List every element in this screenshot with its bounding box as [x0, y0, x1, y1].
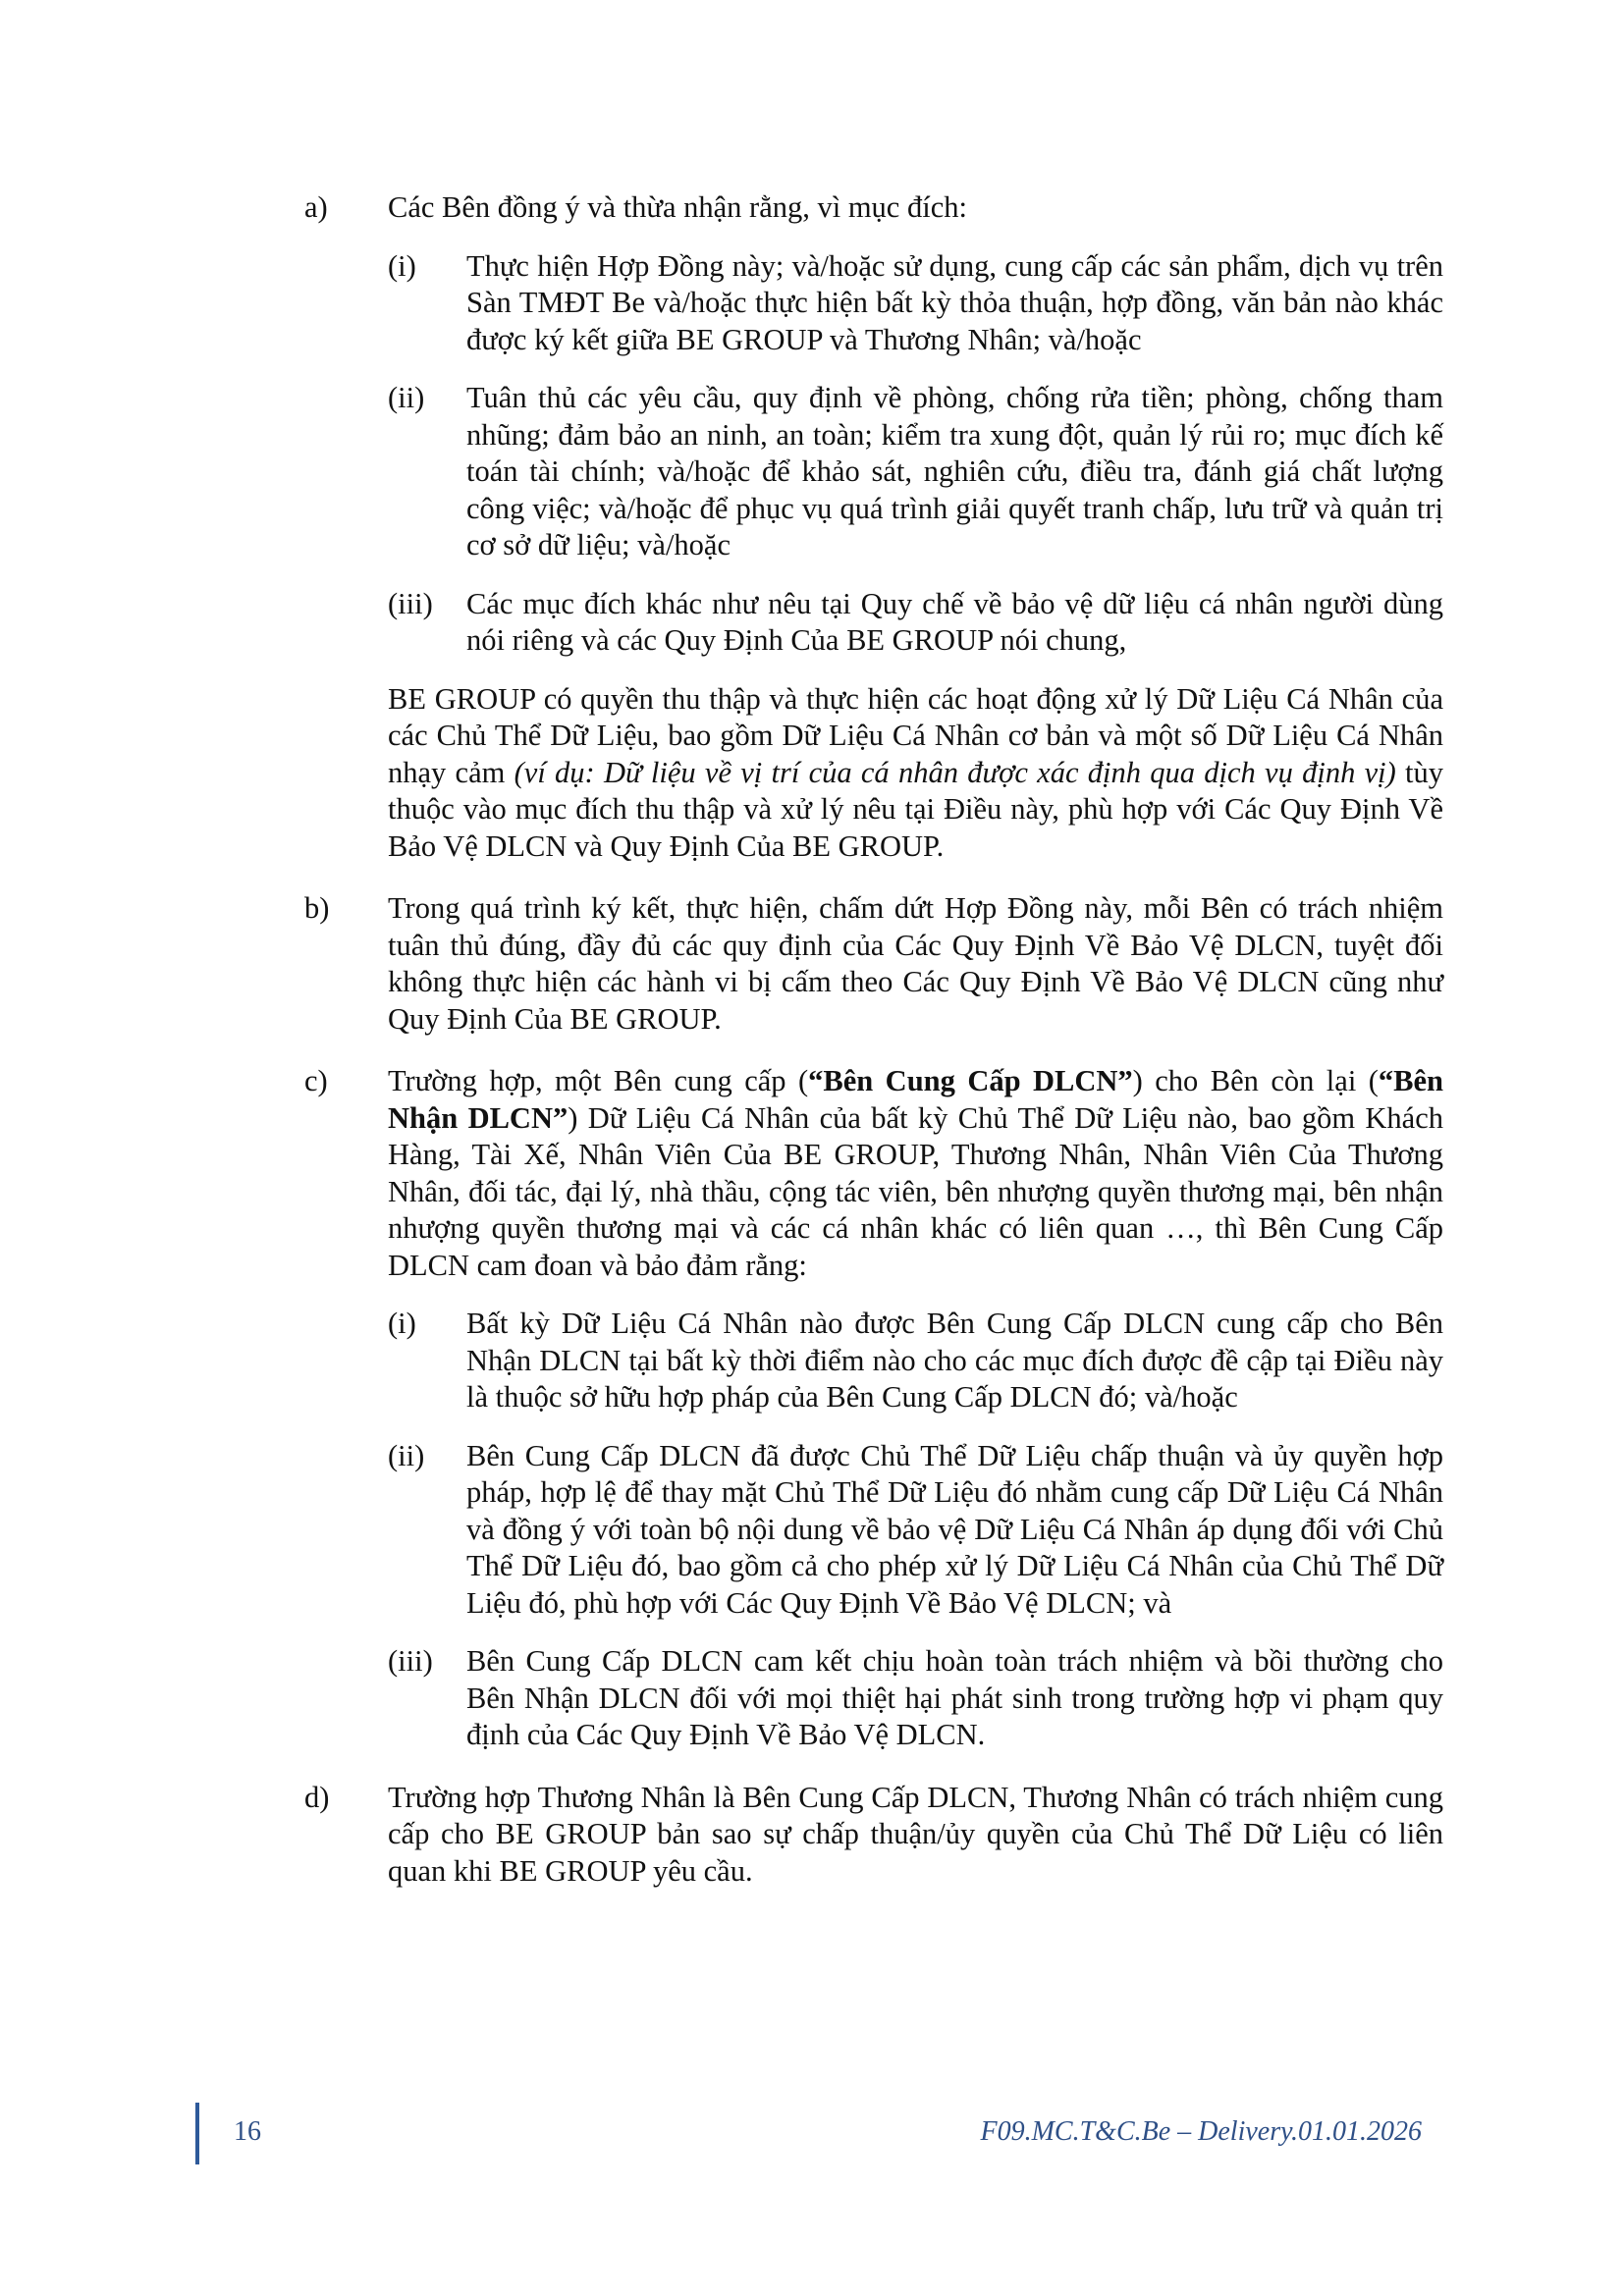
clause-d	[304, 1780, 1443, 1891]
sub-marker: (ii)	[388, 381, 425, 414]
page-number: 16	[234, 2116, 261, 2147]
sub-text: Bên Cung Cấp DLCN cam kết chịu hoàn toàn trách nhiệm và bồi thường cho Bên Nhận DLCN đối với mọi thiệt hại phát sinh trong trường hợp vi phạm quy định của Các Quy Định Về Bảo Vệ DLCN.	[466, 1644, 1443, 1751]
clause-a	[304, 189, 1443, 865]
sub-marker: (i)	[388, 248, 416, 283]
defined-term-provider: “Bên Cung Cấp DLCN”	[808, 1064, 1133, 1097]
clause-a-sub-i	[388, 248, 1443, 359]
footer-accent-bar	[195, 2103, 199, 2164]
sub-marker: (ii)	[388, 1438, 425, 1472]
clause-a-sub-iii	[388, 586, 1443, 660]
closing-text-end: tùy thuộc vào mục đích thu thập và xử lý nêu tại Điều này, phù hợp với Các Quy Định Về Bảo Vệ DLCN và Quy Định Của BE GROUP.	[388, 755, 1444, 863]
clause-a-sub-ii	[388, 380, 1443, 564]
defined-term-receiver: “Bên Nhận DLCN”	[388, 1064, 1443, 1135]
clause-c	[304, 1063, 1443, 1754]
sub-marker: (iii)	[388, 1644, 433, 1678]
clause-a-marker: a)	[304, 190, 328, 224]
page-content	[304, 189, 1443, 1890]
clause-a-intro: Các Bên đồng ý và thừa nhận rằng, vì mục đích:	[388, 190, 967, 224]
clause-c-marker: c)	[304, 1064, 328, 1097]
clause-c-text-1: Trường hợp, một Bên cung cấp (	[388, 1064, 809, 1097]
clause-c-sub-ii	[388, 1438, 1443, 1623]
clause-b	[304, 890, 1443, 1038]
sub-text: Bên Cung Cấp DLCN đã được Chủ Thể Dữ Liệu chấp thuận và ủy quyền hợp pháp, hợp lệ để thay mặt Chủ Thể Dữ Liệu đó nhằm cung cấp Dữ Liệu Cá Nhân và đồng ý với toàn bộ nội dung về bảo vệ Dữ Liệu Cá Nhân áp dụng đối với Chủ Thể Dữ Liệu đó, bao gồm cả cho phép xử lý Dữ Liệu Cá Nhân của Chủ Thể Dữ Liệu đó, phù hợp với Các Quy Định Về Bảo Vệ DLCN; và	[466, 1438, 1443, 1620]
document-code: F09.MC.T&C.Be – Delivery.01.01.2026	[980, 2116, 1422, 2147]
clause-b-marker: b)	[304, 891, 330, 925]
sub-text: Bất kỳ Dữ Liệu Cá Nhân nào được Bên Cung Cấp DLCN cung cấp cho Bên Nhận DLCN tại bất kỳ thời điểm nào cho các mục đích được đề cập tại Điều này là thuộc sở hữu hợp pháp của Bên Cung Cấp DLCN đó; và/hoặc	[466, 1307, 1443, 1414]
clause-a-closing	[388, 681, 1443, 866]
clause-c-sub-i	[388, 1306, 1443, 1416]
sub-text: Tuân thủ các yêu cầu, quy định về phòng, chống rửa tiền; phòng, chống tham nhũng; đảm bảo an ninh, an toàn; kiểm tra xung đột, quản lý rủi ro; mục đích kế toán tài chính; và/hoặc để khảo sát, nghiên cứu, điều tra, đánh giá chất lượng công việc; và/hoặc để phục vụ quá trình giải quyết tranh chấp, lưu trữ và quản trị cơ sở dữ liệu; và/hoặc	[466, 381, 1443, 561]
clause-c-text-2: ) cho Bên còn lại (	[1132, 1064, 1379, 1097]
clause-d-marker: d)	[304, 1780, 330, 1814]
clause-c-text-3: ) Dữ Liệu Cá Nhân của bất kỳ Chủ Thể Dữ Liệu nào, bao gồm Khách Hàng, Tài Xế, Nhân Viên Của BE GROUP, Thương Nhân, Nhân Viên Của Thương Nhân, đối tác, đại lý, nhà thầu, cộng tác viên, bên nhượng quyền thương mại, bên nhận nhượng quyền thương mại và các cá nhân khác có liên quan …, thì Bên Cung Cấp DLCN cam đoan và bảo đảm rằng:	[388, 1100, 1444, 1282]
clause-b-text: Trong quá trình ký kết, thực hiện, chấm dứt Hợp Đồng này, mỗi Bên có trách nhiệm tuân thủ đúng, đầy đủ các quy định của Các Quy Định Về Bảo Vệ DLCN, tuyệt đối không thực hiện các hành vi bị cấm theo Các Quy Định Về Bảo Vệ DLCN cũng như Quy Định Của BE GROUP.	[388, 891, 1443, 1036]
clause-c-sub-iii	[388, 1643, 1443, 1754]
clause-d-text: Trường hợp Thương Nhân là Bên Cung Cấp DLCN, Thương Nhân có trách nhiệm cung cấp cho BE GROUP bản sao sự chấp thuận/ủy quyền của Chủ Thể Dữ Liệu có liên quan khi BE GROUP yêu cầu.	[388, 1780, 1443, 1888]
sub-text: Các mục đích khác như nêu tại Quy chế về bảo vệ dữ liệu cá nhân người dùng nói riêng và các Quy Định Của BE GROUP nói chung,	[466, 586, 1443, 657]
sub-marker: (i)	[388, 1307, 416, 1340]
closing-italic-example: (ví dụ: Dữ liệu về vị trí của cá nhân được xác định qua dịch vụ định vị)	[514, 755, 1396, 789]
sub-marker: (iii)	[388, 586, 433, 620]
closing-text: BE GROUP có quyền thu thập và thực hiện các hoạt động xử lý Dữ Liệu Cá Nhân của các Chủ Thể Dữ Liệu, bao gồm Dữ Liệu Cá Nhân cơ bản và một số Dữ Liệu Cá Nhân nhạy cảm	[388, 681, 1443, 789]
clause-c-intro	[388, 1063, 1443, 1284]
sub-text: Thực hiện Hợp Đồng này; và/hoặc sử dụng, cung cấp các sản phẩm, dịch vụ trên Sàn TMĐT Be và/hoặc thực hiện bất kỳ thỏa thuận, hợp đồng, văn bản nào khác được ký kết giữa BE GROUP và Thương Nhân; và/hoặc	[466, 248, 1443, 356]
